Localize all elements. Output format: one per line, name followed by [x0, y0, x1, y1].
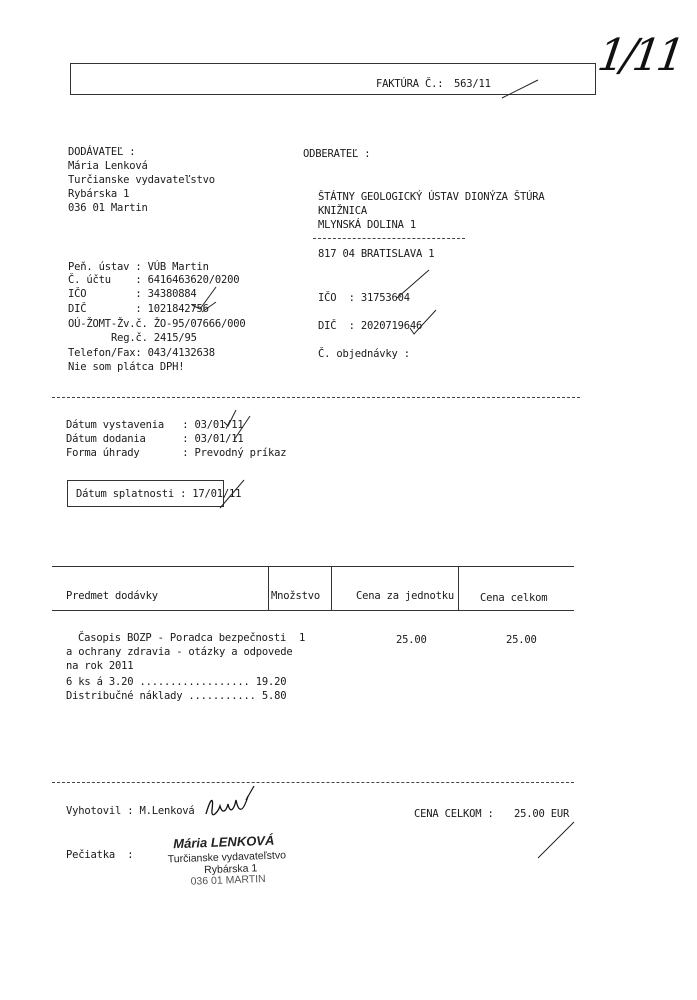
table-column-divider [331, 566, 332, 610]
grand-total-value: 25.00 EUR [514, 808, 570, 820]
issue-date: Dátum vystavenia : 03/01/11 [66, 419, 244, 431]
customer-street: MLYNSKÁ DOLINA 1 [318, 219, 416, 231]
supplier-company: Turčianske vydavateľstvo [68, 174, 215, 186]
check-mark-icon [500, 78, 540, 100]
column-header-total: Cena celkom [480, 592, 548, 604]
section-divider [52, 397, 580, 398]
supplier-registration: OÚ-ŽOMT-Žv.č. ŽO-95/07666/000 [68, 318, 246, 330]
item-calc-line: Distribučné náklady ........... 5.80 [66, 690, 287, 702]
column-header-unit-price: Cena za jednotku [356, 590, 454, 602]
column-header-quantity: Množstvo [271, 590, 320, 602]
table-top-line [52, 566, 574, 567]
check-mark-icon [408, 308, 438, 336]
supplier-ico: IČO : 34380884 [68, 288, 197, 300]
check-mark-icon [395, 268, 431, 302]
check-mark-icon [218, 478, 248, 512]
signature [200, 790, 256, 826]
supplier-street: Rybárska 1 [68, 188, 130, 200]
stamp-line: Turčianske vydavateľstvo [167, 849, 287, 866]
stamp-label: Pečiatka : [66, 849, 134, 861]
item-unit-price: 25.00 [396, 634, 427, 646]
item-total: 25.00 [506, 634, 537, 646]
invoice-label: FAKTÚRA Č.: [376, 78, 444, 90]
section-divider [52, 782, 574, 783]
item-description-line: Časopis BOZP - Poradca bezpečnosti [78, 632, 287, 644]
supplier-phone: Telefon/Fax: 043/4132638 [68, 347, 215, 359]
prepared-by: Vyhotovil : M.Lenková [66, 805, 195, 817]
supplier-reg-number: Reg.č. 2415/95 [111, 332, 197, 344]
payment-method: Forma úhrady : Prevodný príkaz [66, 447, 287, 459]
item-quantity: 1 [299, 632, 306, 644]
customer-name: ŠTÁTNY GEOLOGICKÝ ÚSTAV DIONÝZA ŠTÚRA [318, 191, 545, 203]
supplier-vat-note: Nie som plátca DPH! [68, 361, 185, 373]
supplier-account: Č. účtu : 6416463620/0200 [68, 274, 240, 286]
invoice-number: 563/11 [454, 78, 491, 90]
table-header-line [52, 610, 574, 611]
customer-ico: IČO : 31753604 [318, 292, 410, 304]
supplier-heading: DODÁVATEĽ : [68, 146, 136, 158]
supplier-name: Mária Lenková [68, 160, 148, 172]
page-number: 1/11 [594, 30, 685, 81]
delivery-date: Dátum dodania : 03/01/11 [66, 433, 244, 445]
stamp-line: Mária LENKOVÁ [172, 832, 275, 852]
check-mark-icon [536, 820, 576, 860]
table-column-divider [458, 566, 459, 610]
stamp-line: Rybárska 1 [203, 862, 258, 877]
company-stamp [167, 832, 309, 897]
grand-total-label: CENA CELKOM : [414, 808, 494, 820]
table-column-divider [268, 566, 269, 610]
supplier-bank: Peň. ústav : VÚB Martin [68, 261, 209, 273]
due-date: Dátum splatnosti : 17/01/11 [76, 488, 242, 500]
customer-department: KNIŽNICA [318, 205, 367, 217]
supplier-dic: DIČ : 1021842756 [68, 303, 209, 315]
check-mark-icon [222, 404, 252, 444]
column-header-item: Predmet dodávky [66, 590, 158, 602]
item-description-line: a ochrany zdravia - otázky a odpovede [66, 646, 293, 658]
supplier-city: 036 01 Martin [68, 202, 148, 214]
customer-city: 817 04 BRATISLAVA 1 [318, 248, 435, 260]
item-calc-line: 6 ks á 3.20 .................. 19.20 [66, 676, 287, 688]
check-mark-icon [200, 300, 220, 314]
stamp-line: 036 01 MARTIN [190, 873, 266, 888]
item-description-line: na rok 2011 [66, 660, 134, 672]
customer-dic: DIČ : 2020719646 [318, 320, 423, 332]
customer-heading: ODBERATEĽ : [303, 148, 371, 160]
customer-order: Č. objednávky : [318, 348, 410, 360]
customer-divider [313, 238, 465, 239]
